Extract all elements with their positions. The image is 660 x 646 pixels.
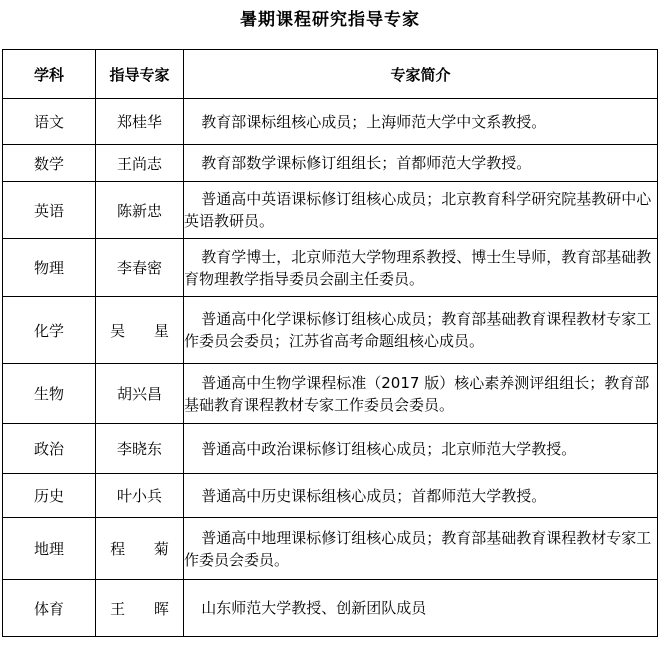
expert-name-cell: 郑桂华 bbox=[96, 99, 184, 145]
subject-cell: 化学 bbox=[3, 297, 96, 364]
expert-intro-cell bbox=[184, 239, 658, 297]
subject-cell: 政治 bbox=[3, 424, 96, 474]
header-expert: 指导专家 bbox=[96, 50, 184, 99]
subject-cell: 体育 bbox=[3, 580, 96, 637]
expert-name-cell: 胡兴昌 bbox=[96, 364, 184, 424]
table-row bbox=[3, 182, 658, 239]
expert-name-text: 王 晖 bbox=[110, 599, 181, 618]
expert-name-cell: 叶小兵 bbox=[96, 474, 184, 518]
expert-intro-text: 教育学博士，北京师范大学物理系教授、博士生导师，教育部基础教育物理教学指导委员会副主任委员。 bbox=[184, 247, 652, 288]
expert-intro-cell bbox=[184, 99, 658, 145]
expert-intro-cell bbox=[184, 364, 658, 424]
table-row bbox=[3, 518, 658, 580]
expert-intro-cell bbox=[184, 145, 658, 182]
subject-cell: 历史 bbox=[3, 474, 96, 518]
table-row bbox=[3, 145, 658, 182]
table-row bbox=[3, 424, 658, 474]
subject-cell: 数学 bbox=[3, 145, 96, 182]
page-title: 暑期课程研究指导专家 bbox=[240, 10, 420, 30]
expert-intro-text: 普通高中化学课标修订组核心成员；教育部基础教育课程教材专家工作委员会委员；江苏省高考命题组核心成员。 bbox=[184, 310, 652, 350]
expert-intro-text: 普通高中政治课标修订组核心成员；北京师范大学教授。 bbox=[201, 439, 577, 458]
expert-name-cell: 王尚志 bbox=[96, 145, 184, 182]
table-row bbox=[3, 364, 658, 424]
expert-intro-text: 普通高中地理课标修订组核心成员；教育部基础教育课程教材专家工作委员会委员。 bbox=[184, 528, 652, 569]
subject-cell: 生物 bbox=[3, 364, 96, 424]
header-subject: 学科 bbox=[3, 50, 96, 99]
table-row bbox=[3, 99, 658, 145]
expert-intro-text: 教育部课标组核心成员；上海师范大学中文系教授。 bbox=[201, 112, 547, 131]
expert-intro-text: 普通高中历史课标组核心成员；首都师范大学教授。 bbox=[201, 486, 547, 505]
expert-intro-text: 普通高中生物学课程标准（2017 版）核心素养测评组组长；教育部基础教育课程教材专家工作委员会委员。 bbox=[184, 373, 650, 414]
table-row bbox=[3, 580, 658, 637]
expert-intro-cell bbox=[184, 518, 658, 580]
table-row bbox=[3, 474, 658, 518]
expert-intro-text: 教育部数学课标修订组组长；首都师范大学教授。 bbox=[201, 154, 532, 172]
expert-name-cell: 李晓东 bbox=[96, 424, 184, 474]
expert-name-cell bbox=[96, 518, 184, 580]
subject-cell: 物理 bbox=[3, 239, 96, 297]
expert-name-cell bbox=[96, 580, 184, 637]
expert-intro-cell bbox=[184, 474, 658, 518]
expert-name-text: 程 菊 bbox=[110, 540, 181, 558]
expert-intro-cell bbox=[184, 297, 658, 364]
subject-cell: 英语 bbox=[3, 182, 96, 239]
subject-cell: 地理 bbox=[3, 518, 96, 580]
expert-intro-text: 普通高中英语课标修订组核心成员；北京教育科学研究院基教研中心英语教研员。 bbox=[184, 190, 652, 230]
table-row bbox=[3, 239, 658, 297]
subject-cell: 语文 bbox=[3, 99, 96, 145]
header-intro: 专家简介 bbox=[184, 50, 658, 99]
expert-intro-cell bbox=[184, 182, 658, 239]
table-row bbox=[3, 297, 658, 364]
expert-intro-text: 山东师范大学教授、创新团队成员 bbox=[201, 599, 427, 617]
expert-name-text: 吴 星 bbox=[110, 321, 181, 340]
expert-name-cell bbox=[96, 297, 184, 364]
expert-intro-cell bbox=[184, 580, 658, 637]
expert-intro-cell bbox=[184, 424, 658, 474]
table-header-row bbox=[3, 50, 658, 99]
expert-name-cell: 李春密 bbox=[96, 239, 184, 297]
experts-table bbox=[2, 49, 658, 637]
expert-name-cell: 陈新忠 bbox=[96, 182, 184, 239]
